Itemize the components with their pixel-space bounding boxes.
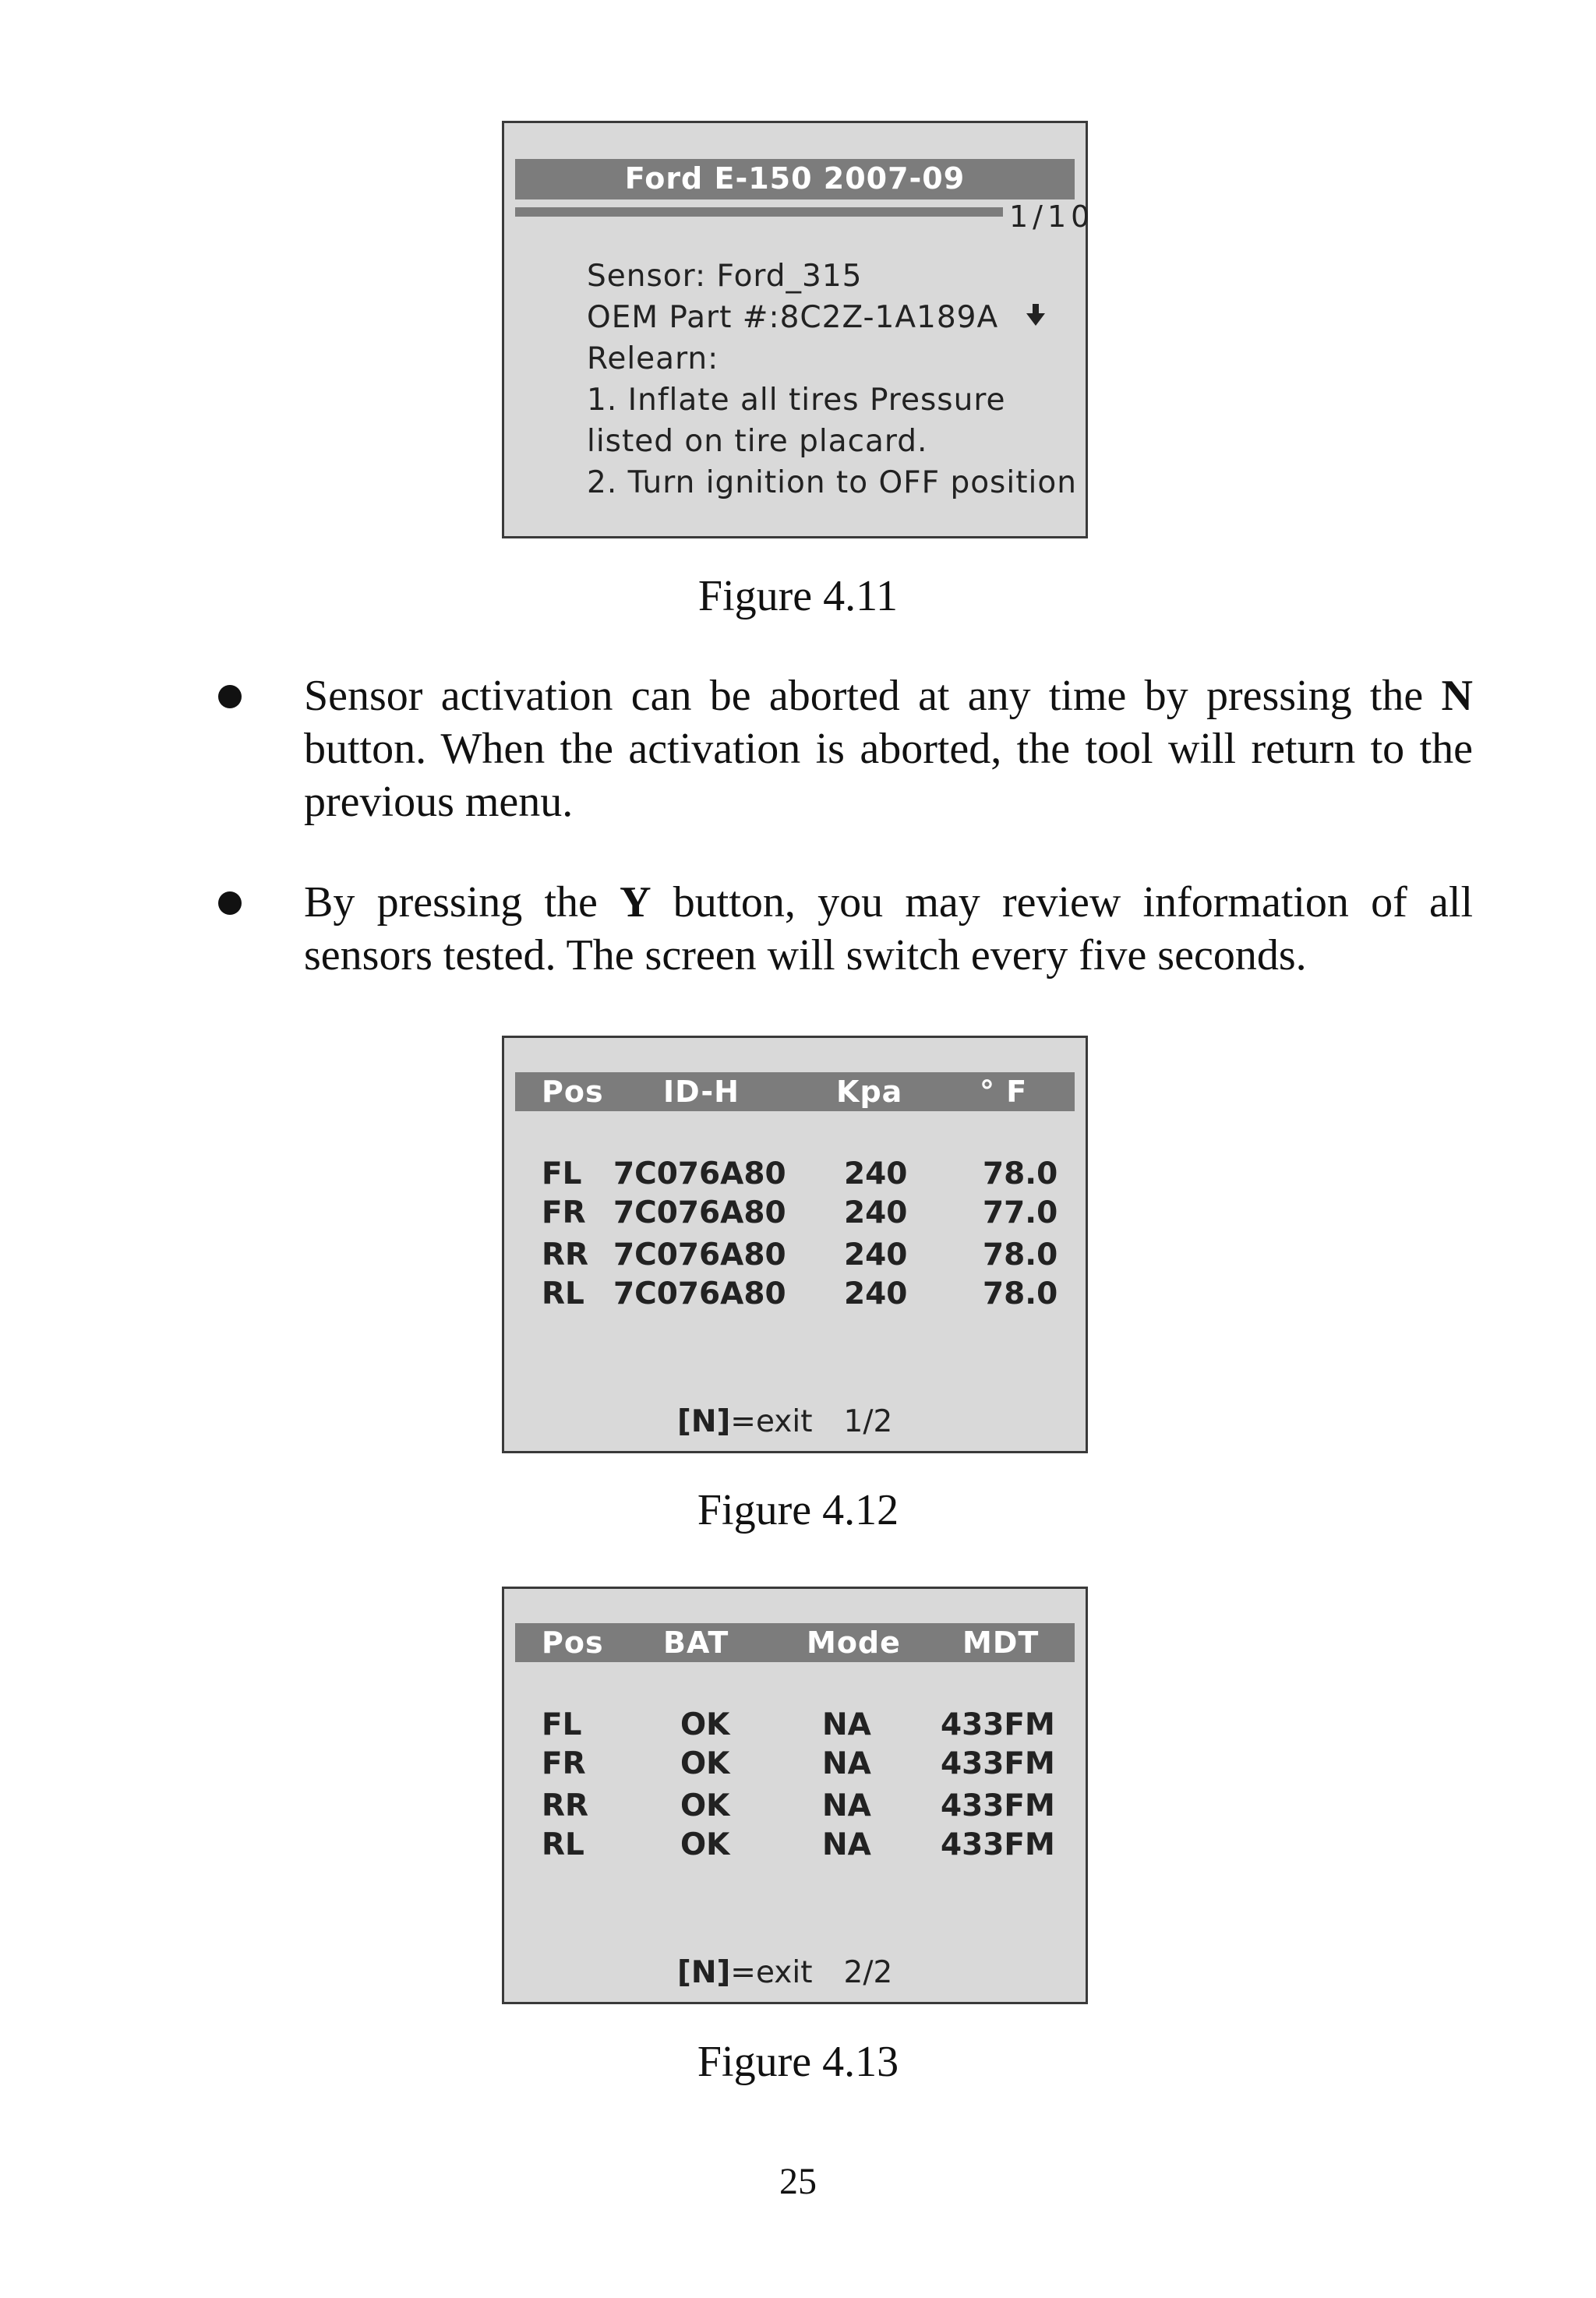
row-id: 7C076A80 [613,1195,786,1230]
row-kpa: 240 [844,1237,908,1273]
bullet-key: N [1441,672,1473,720]
row-bat: OK [680,1707,730,1742]
table-header-bar [515,1623,1075,1662]
bullet-text: button. When the activation is aborted, the tool will return to the previous menu. [304,725,1473,826]
relearn-line: Relearn: [587,341,719,376]
screen-footer [677,1404,892,1439]
row-kpa: 240 [844,1156,908,1191]
bullet-marker [218,685,242,708]
row-mdt: 433FM [941,1707,1055,1742]
vehicle-title: Ford E-150 2007-09 [624,161,966,196]
figure-caption-4-13: Figure 4.13 [697,2038,899,2086]
row-id: 7C076A80 [613,1156,786,1191]
relearn-step-1: 1. Inflate all tires Pressure [587,383,1006,418]
row-id: 7C076A80 [613,1276,786,1311]
row-mdt: 433FM [941,1746,1055,1781]
bullet-text: Sensor activation can be aborted at any time by pressing the [304,672,1442,720]
row-kpa: 240 [844,1276,908,1311]
row-temp: 78.0 [983,1237,1058,1273]
row-pos: FR [542,1195,586,1230]
page-counter: 1/10 [1009,199,1095,234]
column-header-kpa: Kpa [836,1075,903,1109]
row-mode: NA [822,1746,871,1781]
table-header-bar [515,1072,1075,1111]
row-mode: NA [822,1707,871,1742]
row-bat: OK [680,1827,730,1862]
relearn-step-2: 2. Turn ignition to OFF position [587,465,1077,500]
row-id: 7C076A80 [613,1237,786,1273]
figure-caption-4-12: Figure 4.12 [697,1486,899,1534]
column-header-pos: Pos [542,1626,604,1660]
screen-footer [677,1955,892,1990]
sensor-info-lines [587,256,1086,503]
bullet-text: button, you may review information of all sensors tested. The screen will switch every five seconds. [304,878,1473,980]
column-header-mode: Mode [807,1626,901,1660]
row-pos: FR [542,1746,586,1781]
sensor-readings-screen [502,1036,1088,1453]
column-header-mdt: MDT [962,1626,1040,1660]
screen-page-counter: 2/2 [843,1955,893,1990]
oem-part-line: OEM Part #:8C2Z-1A189A [587,300,999,335]
exit-key-hint: [N] [677,1955,731,1990]
row-temp: 77.0 [983,1195,1058,1230]
exit-action-hint: =exit [730,1955,813,1990]
row-pos: RL [542,1276,584,1311]
column-header-id: ID-H [663,1075,740,1109]
row-bat: OK [680,1746,730,1781]
row-temp: 78.0 [983,1156,1058,1191]
column-header-temp: ° F [980,1075,1028,1109]
column-header-pos: Pos [542,1075,604,1109]
row-mdt: 433FM [941,1827,1055,1862]
page-number: 25 [779,2161,817,2202]
exit-key-hint: [N] [677,1404,731,1439]
row-mode: NA [822,1788,871,1823]
sensor-status-screen [502,1587,1088,2004]
scroll-down-arrow-icon [1025,302,1047,327]
row-pos: RL [542,1827,584,1862]
column-header-bat: BAT [663,1626,729,1660]
row-mdt: 433FM [941,1788,1055,1823]
figure-caption-4-11: Figure 4.11 [697,572,899,620]
relearn-step-1-cont: listed on tire placard. [587,424,928,459]
progress-track [515,207,1003,217]
sensor-line: Sensor: Ford_315 [587,259,863,294]
bullet-paragraph-abort [304,669,1473,828]
row-mode: NA [822,1827,871,1862]
row-pos: FL [542,1707,582,1742]
row-pos: RR [542,1237,589,1273]
row-kpa: 240 [844,1195,908,1230]
row-pos: RR [542,1788,589,1823]
row-pos: FL [542,1156,582,1191]
screen-page-counter: 1/2 [843,1404,893,1439]
bullet-marker [218,891,242,915]
row-bat: OK [680,1788,730,1823]
bullet-key: Y [620,878,651,927]
bullet-text: By pressing the [304,878,620,927]
sensor-info-screen [502,121,1095,538]
exit-action-hint: =exit [730,1404,813,1439]
screen-title-bar [515,159,1075,199]
bullet-paragraph-review [304,876,1473,982]
row-temp: 78.0 [983,1276,1058,1311]
